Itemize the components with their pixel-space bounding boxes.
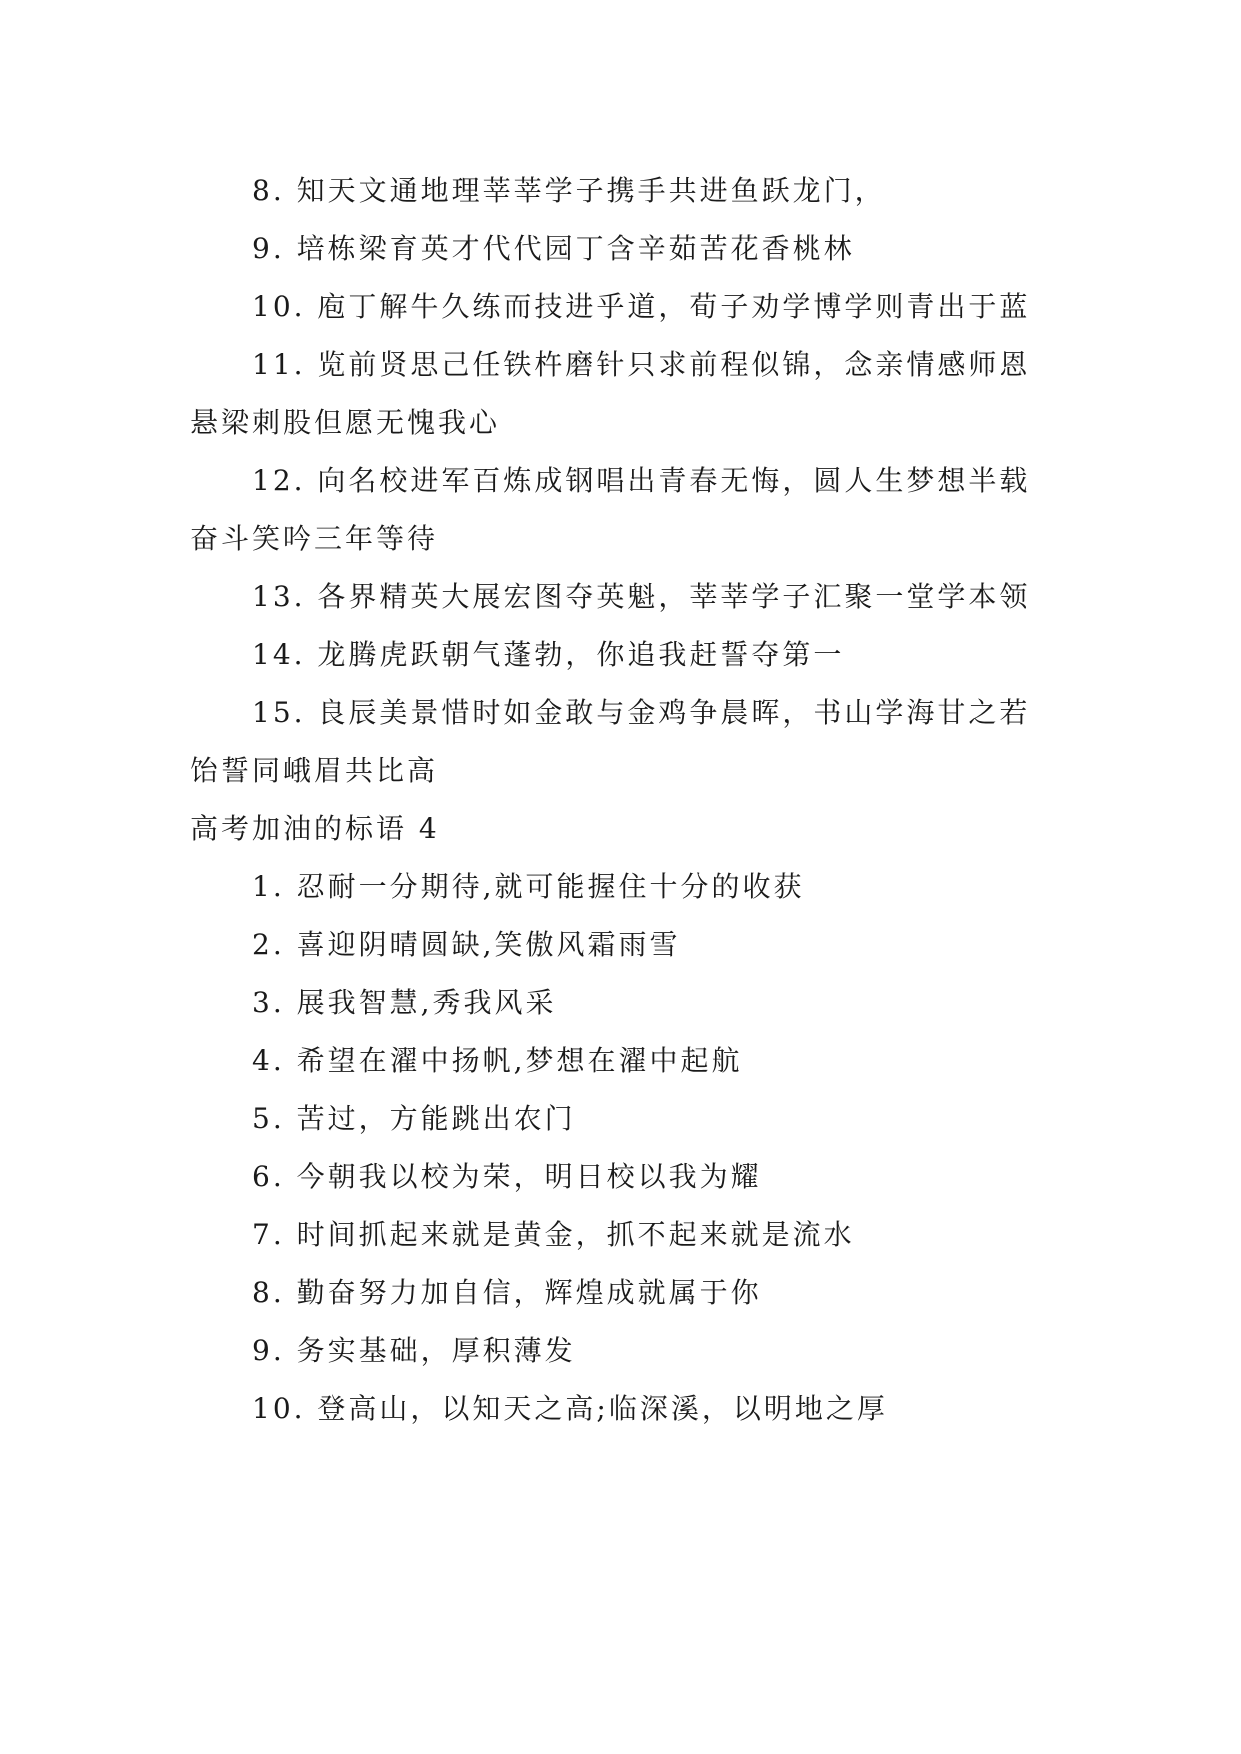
slogan-item: 6. 今朝我以校为荣，明日校以我为耀	[252, 1160, 762, 1193]
slogan-item: 11. 览前贤思己任铁杵磨针只求前程似锦，念亲情感师恩悬梁刺股但愿无愧我心	[190, 348, 1031, 439]
slogan-item: 4. 希望在濯中扬帆,梦想在濯中起航	[252, 1044, 743, 1077]
slogan-item: 13. 各界精英大展宏图夺英魁，莘莘学子汇聚一堂学本领	[252, 580, 1031, 613]
slogan-item: 3. 展我智慧,秀我风采	[252, 986, 557, 1019]
document-body	[190, 162, 1050, 1438]
slogan-item: 5. 苦过，方能跳出农门	[252, 1102, 576, 1135]
slogan-item: 10. 登高山，以知天之高;临深溪，以明地之厚	[252, 1392, 888, 1425]
section-heading: 高考加油的标语 4	[190, 812, 440, 845]
slogan-item: 8. 勤奋努力加自信，辉煌成就属于你	[252, 1276, 762, 1309]
slogan-item: 9. 务实基础，厚积薄发	[252, 1334, 576, 1367]
slogan-item: 15. 良辰美景惜时如金敢与金鸡争晨晖，书山学海甘之若饴誓同峨眉共比高	[190, 696, 1031, 787]
slogan-item: 8. 知天文通地理莘莘学子携手共进鱼跃龙门，	[252, 174, 886, 207]
slogan-item: 14. 龙腾虎跃朝气蓬勃，你追我赶誓夺第一	[252, 638, 845, 671]
slogan-item: 9. 培栋梁育英才代代园丁含辛茹苦花香桃林	[252, 232, 855, 265]
slogan-item: 10. 庖丁解牛久练而技进乎道，荀子劝学博学则青出于蓝	[252, 290, 1031, 323]
slogan-item: 2. 喜迎阴晴圆缺,笑傲风霜雨雪	[252, 928, 681, 961]
slogan-item: 12. 向名校进军百炼成钢唱出青春无悔，圆人生梦想半载奋斗笑吟三年等待	[190, 464, 1031, 555]
slogan-item: 7. 时间抓起来就是黄金，抓不起来就是流水	[252, 1218, 855, 1251]
slogan-item: 1. 忍耐一分期待,就可能握住十分的收获	[252, 870, 805, 903]
